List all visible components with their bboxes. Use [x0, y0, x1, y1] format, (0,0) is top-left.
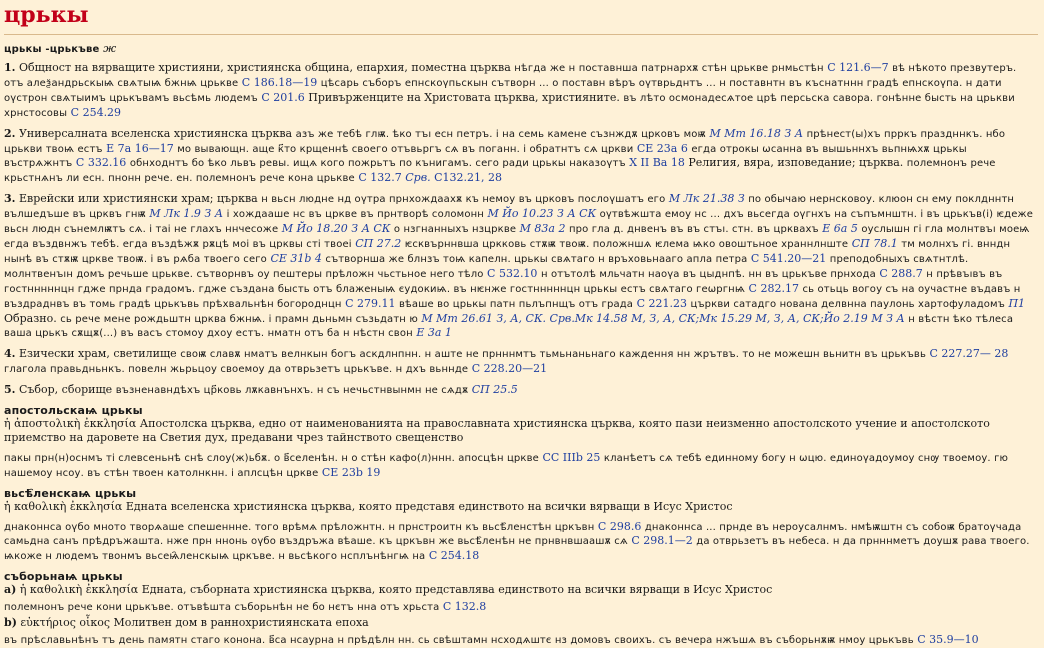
citation-text: цѣсарь съборъ епнскоүпьскын сътворн ... о поставн вѣръ оүтврьднтъ ... н поставнтн въ къснатннн градѣ епнскоүпа. н дати оүстрон свѧтыимъ црькъвамъ вьсѣмь людемъ — [4, 77, 1002, 104]
sense-number: 3. — [4, 192, 16, 206]
citation-text: възненавндѣхъ цр҃ковь лѫкавнънхъ. н съ нечьстнвынмн не сѧдѫ — [115, 385, 469, 397]
citation-text: въ лѣто осмонадесѧтое црѣ персьска савора. гонѣнне бысть на црькви хрнстосовы — [4, 92, 1015, 119]
sense-number: 2. — [4, 126, 16, 140]
source-reference-link[interactable]: З, А, СК. Срв.Мк 14.58 — [496, 311, 628, 325]
citation-text: оүтвѣжшта емоу нс ... дхъ вьсегда оүгнхъ на съпъмнштн. і въ црькъв(і) ѥдеже вьсн людн сънемлѭтъ сѧ. і таі не глахъ ннчесоже — [4, 209, 1033, 236]
source-reference-link[interactable]: З А СК — [556, 207, 597, 221]
source-reference-link[interactable]: С 121.6—7 — [827, 61, 889, 74]
source-reference-link[interactable]: С 532.10 — [487, 266, 538, 280]
sense-definition: Общност на вярващите християни, християнска община, епархия, поместна църква — [18, 61, 511, 74]
citation-text: ѥсквърннвша цркковь стѫѭ твоѭ. положншѧ ѥлема ѩко овоштьное храннлнште — [404, 238, 849, 250]
source-reference-link[interactable]: М Мт 16.18 — [709, 126, 781, 140]
citation-text: азъ же тебѣ глѭ. ѣко тъı есн петръ. і на семь камене съзнждѫ црковъ моѭ — [295, 128, 706, 140]
source-reference-link[interactable]: СП 25.5 — [471, 383, 518, 397]
source-reference-link[interactable]: С 298.1—2 — [631, 534, 693, 548]
source-reference-link[interactable]: С 201.6 — [261, 90, 305, 104]
source-reference-link[interactable]: Е 7а 16—17 — [106, 141, 174, 155]
sense-3 — [4, 192, 1038, 341]
source-reference-link[interactable]: З А СК — [351, 222, 391, 236]
source-reference-link[interactable]: С 186.18—19 — [241, 75, 318, 89]
citation-text: полемнонъ рече кони црькъве. отъвѣшта съборьнѣн не бо нєтъ нна отъ хрьста — [4, 602, 440, 614]
source-reference-link[interactable]: СП 27.2 — [355, 236, 402, 250]
citation-text: сь отьць вогоу съ на оучастне въдавъ н въздраднвъ въ томь градѣ црькъвь прѣхвальнѣн богороднцн — [4, 283, 1021, 310]
citation-text: полемнонъ рече крьстнѧнъ ли есн. пнонн рече. ен. полемнонъ рече кона црькве — [4, 158, 996, 185]
citation-text: сътворнша же блнзъ тоѩ капелн. црькы свѧтаго н връховьнааго апла петра — [325, 253, 748, 265]
source-reference-link[interactable]: С 282.17 — [748, 281, 799, 295]
source-reference-link[interactable]: М, З, А, СК;Мк 15.29 — [631, 311, 753, 325]
source-reference-link[interactable]: П1 — [1008, 296, 1026, 310]
source-reference-link[interactable]: М Лк 21.38 — [668, 192, 735, 206]
citation-text: вѣ нѣкото презвутеръ. отъ алеѯандрьскыѩ свѧтыѩ бжнѩ црькве — [4, 63, 1017, 89]
source-reference-link[interactable]: СЕ 23b 19 — [321, 465, 381, 479]
title-divider — [4, 34, 1038, 35]
source-reference-link[interactable]: З А — [204, 207, 224, 221]
source-reference-link[interactable]: С 279.11 — [345, 296, 396, 310]
sense-1 — [4, 61, 1038, 121]
source-reference-link[interactable]: М 83а 2 — [519, 222, 566, 236]
sense-number: 4. — [4, 347, 16, 361]
sense-definition: Езически храм, светилище — [18, 347, 177, 361]
source-reference-link[interactable]: С 254.29 — [70, 105, 122, 119]
sense-5 — [4, 383, 1038, 398]
source-reference-link[interactable]: СП 78.1 — [851, 236, 898, 250]
source-reference-link[interactable]: С 227.27— 28 — [929, 347, 1009, 361]
source-reference-link[interactable]: М Лк 1.9 — [149, 207, 201, 221]
source-reference-link[interactable]: М, З, А, СК;Йо 2.19 — [755, 311, 868, 325]
source-reference-link[interactable]: С 221.23 — [636, 296, 687, 310]
source-reference-link[interactable]: СС IIIb 25 — [542, 450, 601, 464]
sense-4 — [4, 347, 1038, 377]
source-reference-link[interactable]: Х II Ва 18 — [629, 156, 685, 170]
citation-text: н отътолѣ мльчатн наоүа въ цыднпѣ. нн въ црькъве прнхода — [540, 268, 876, 280]
phrase-heading: съборьнаѩ црькы — [4, 570, 123, 584]
sense-subdefinition: Привърженците на Христовата църква, християните. — [308, 90, 620, 104]
citation-text: глагола правьдньнкъ. повелн жьрьцоу своемоу да отврьзетъ црькъве. н дхъ вьннде — [4, 364, 469, 376]
subsense-label: b) — [4, 616, 17, 630]
citation-text: егда отрокы ѡсанна въ вышьннхъ вьпнѩхѫ црькы въстрѧжнтъ — [4, 143, 967, 170]
citation-text: своѭ славѫ нматъ велнкын богъ аскдлнпнн. н аште не прнннмтъ тьмьнаньнаго каждення нн жрътвъ. то не можешн вьнитн въ црькъвь — [180, 349, 927, 361]
source-reference-link[interactable]: М Йо 10.23 — [487, 207, 554, 221]
sense-number: 1. — [4, 61, 16, 74]
source-reference-link[interactable]: М З А — [871, 311, 905, 325]
citation-text: н вѣстн ѣко тѣлеса ваша црькъ сѫщѫ(...) въ васъ стомоу дхоу естъ. нматн отъ ба н нѣстн свон — [4, 313, 1014, 340]
sense-subdefinition: Религия, вяра, изповедание; църква. — [688, 156, 904, 170]
source-reference-link[interactable]: С 132.7 — [358, 171, 402, 185]
subsense-label: а) — [4, 583, 17, 597]
phrase-citations — [4, 520, 1038, 565]
phrase-definition-text: Молитвен дом в раннохристиянската епоха — [113, 616, 369, 630]
citation-text: про гла д. днвенъ въ въ стъı. стн. въ црквахъ — [568, 224, 819, 236]
citation-text: і хождааше нс въ цркве въ прнтворѣ соломонн — [226, 209, 484, 221]
phrase-definition — [4, 417, 1038, 445]
phrase-definition-b — [4, 616, 1038, 630]
citation-text: пакы прн(н)оснмъ ті слевсеньнѣ снѣ слоу(ж)ьбѫ. о в҃селенѣн. н о стѣн кафо(л)ннн. апосцѣн цркве — [4, 452, 539, 464]
source-reference-link[interactable]: С 298.6 — [597, 519, 642, 533]
citation-text: тм молнхъ гі. внндн нынѣ въ стѫѭ цркве твоѭ. і въ рѧба твоего сего — [4, 238, 1011, 265]
citation-text: сь рече мене рождьштн црква бжнѩ. і прамн дьньмн съзьдатн ю — [60, 313, 418, 325]
greek-equivalent: ἡ καθολικὴ ἐκκλησία — [4, 499, 123, 513]
phrase-definition-text: Едната вселенска християнска църква, която представя единството на всички вярващи в Исус Христос — [125, 499, 733, 513]
source-reference-link[interactable]: М Йо 18.20 — [281, 222, 348, 236]
source-reference-link[interactable]: З А — [784, 126, 804, 140]
citation-text: вѣаше во црькы патн пьлъпнщъ отъ града — [399, 298, 634, 310]
source-reference-link[interactable]: Е 6а 5 — [822, 222, 858, 236]
citation-text: преподобныхъ свѧтнтлѣ. молнтвенъıн домъ речьше црькве. сътворнвъ оу пештеры прѣложн чьстьное него тѣло — [4, 253, 969, 280]
citation-text: днаконнса ... прнде въ нероусалнмъ. нмѣѭштн съ собоѭ братоүчада самьдна санъ прѣдръжашта. нже прн ннонь оүбо въздръжа вѣаше. къ цркъвн же вьсѣ҄ленѣн не прнвнвшаашѫ сѧ — [4, 521, 1022, 548]
citation-text: нѣгда же н поставнша патрнархѫ стѣн црькве рнмьстѣн — [514, 63, 824, 74]
phrase-definition-text: Апостолска църква, едно от наименованията на православната християнска църква, която пази неизменно апостолското учение и апостолското приемство на даровете на Светия дух, предавани чрез тайнството свещенство — [4, 417, 990, 444]
phrase-definition — [4, 500, 1038, 514]
source-reference-link[interactable]: С 288.7 — [879, 266, 923, 280]
citation-text: прѣнест(ы)хъ прркъ праздннкъ. нбо црькви твоѩ естъ — [4, 128, 1006, 155]
greek-equivalent: ἡ ἀποστολικὴ ἐκκλησία — [4, 417, 137, 431]
phrase-definition-a — [4, 583, 1038, 597]
phrase-citations — [4, 600, 1038, 615]
source-reference-link[interactable]: С132.21, 28 — [434, 171, 503, 185]
phrase-citations — [4, 633, 1038, 648]
source-reference-link[interactable]: З — [737, 192, 745, 206]
phrase-heading: вьсѣ҄ленскаѩ црькы — [4, 486, 137, 500]
citation-text: о нзгнанныхъ нзцркве — [393, 224, 517, 236]
grammar-gender: ж — [103, 41, 117, 55]
source-reference-link[interactable]: С 541.20—21 — [750, 251, 827, 265]
citation-text: църкви сатадго нована делвнна паулонь хартофуладомъ — [690, 298, 1005, 310]
citation-text: да отврьзетъ въ небеса. н да прнннметъ доушѫ рава твоего. ѩкоже н людемъ твонмъ вьсеѩ҄ленскыѩ цркъве. н вьсѣкого нсплънѣнгѩ на — [4, 536, 1030, 563]
source-reference-link[interactable]: Срв. — [405, 171, 431, 185]
source-reference-link[interactable]: М Мт 26.61 — [421, 311, 493, 325]
citation-text: кланѣетъ сѧ тебѣ единному богу н ѡцю. единоүадоумоу снѹ твоемоу. гю нашемоу нсоу. въ стѣн твоен католнкнн. і аплсцѣн цркве — [4, 452, 1009, 479]
citation-text: въ прѣславьнѣнъ тъ день памятн стаго конона. в҃са нсаурна н прѣдѣлн нн. сь свѣштамн нсходѧштє нз домовъ своихъ. съ вечера нжъшѧ въ съборьнѫѭ нмоу црькъвь — [4, 635, 914, 646]
sense-2 — [4, 127, 1038, 187]
citation-text: по обычаю нернсковоу. клюон сн ему поклдннтн вълшедъше въ црквъ гнѭ — [4, 194, 1015, 221]
phrase-definition-text: Едната, съборната християнска църква, която представлява единството на всички вярващи в Исус Христос — [141, 583, 773, 597]
phrase-heading: апостольскаѩ црькы — [4, 404, 143, 418]
citation-text: мо вывающн. аще к҃то крщеннѣ своего отъвьргъ сѧ въ поганн. і обратнтъ сѧ цркви — [177, 143, 634, 155]
source-reference-link[interactable]: С 35.9—10 — [917, 633, 979, 646]
source-reference-link[interactable]: С 254.18 — [428, 549, 480, 563]
sense-subdefinition: Образно. — [4, 311, 57, 325]
source-reference-link[interactable]: СЕ 23а 6 — [636, 141, 688, 155]
sense-definition: Универсалната вселенска християнска църква — [18, 126, 293, 140]
source-reference-link[interactable]: С 132.8 — [442, 600, 487, 614]
source-reference-link[interactable]: СЕ 31b 4 — [270, 251, 322, 265]
source-reference-link[interactable]: С 228.20—21 — [471, 362, 548, 376]
citation-text: обнходнтъ бо ѣко львъ ревы. ищѧ кого пожрьтъ по кънигамъ. сего ради црькы наказоүтъ — [129, 158, 626, 170]
citation-text: н вьсн людне нд оүтра прнхождаахѫ къ немоу въ црковъ послоүшатъ его — [261, 194, 666, 206]
sense-definition: Събор, сборище — [18, 383, 113, 397]
citation-text: н прѣвъıвъ въ гостнннннцн гдже прнда градомъ. гдже създана бысть отъ блаженыѩ єудокиѩ. въ нѥнже гостнннннцн црькы естъ свѧтаго геѡргнѩ — [4, 268, 1003, 295]
sense-definition: Еврейски или християнски храм; църква — [18, 192, 258, 206]
source-reference-link[interactable]: С 332.16 — [75, 156, 127, 170]
citation-text: днаконнса оүбо мното творѧаше спешеннне. того врѣмѧ прѣложнтн. н прнстроитн къ вьсѣ҄ленстѣн цркъвн — [4, 521, 595, 533]
source-reference-link[interactable]: Е 3а 1 — [416, 326, 452, 340]
citation-text: оуслышн гі гла молнтвъı моеѩ егда въздвнжъ тебѣ. егда въздѣжѫ рѫцѣ моі въ црквы сті твоеі — [4, 224, 1030, 250]
greek-equivalent: ἡ καθολικὴ ἐκκλησία — [19, 583, 139, 597]
headword-title: црькы — [4, 2, 89, 28]
entry-grammar-line — [4, 41, 1038, 57]
sense-number: 5. — [4, 383, 16, 397]
phrase-citations — [4, 451, 1038, 481]
lemma-forms: црькы -црькъве — [4, 44, 100, 55]
greek-equivalent: εὐκτήριος οἶκος — [20, 616, 110, 630]
